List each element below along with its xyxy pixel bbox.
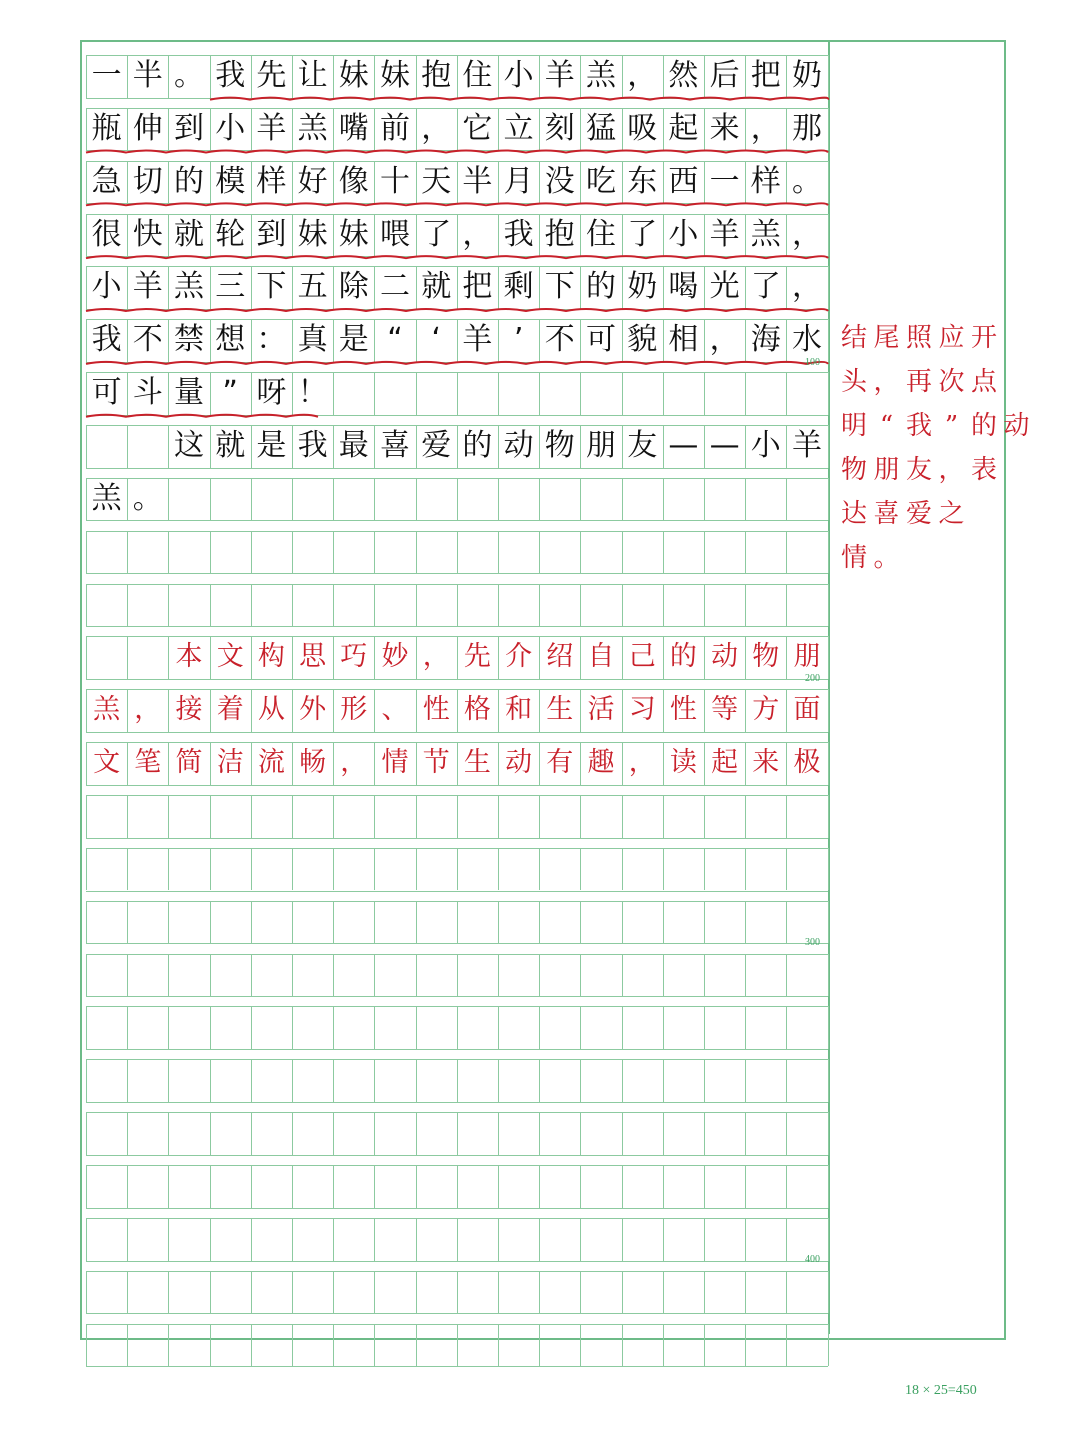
margin-note-char: ” <box>944 411 959 441</box>
grid-char: 就 <box>421 269 452 305</box>
margin-note-char: 友 <box>905 455 932 485</box>
grid-char: 样 <box>256 163 287 199</box>
margin-note-char: 头 <box>840 367 867 397</box>
grid-char: 天 <box>421 163 452 199</box>
grid-char: 从 <box>257 694 285 726</box>
grid-char: 爱 <box>421 428 452 464</box>
grid-char: 没 <box>544 163 575 199</box>
grid-char: 有 <box>546 747 574 779</box>
margin-note-char: 之 <box>938 499 965 529</box>
margin-note-char: 表 <box>970 455 997 485</box>
grid-char: ， <box>791 216 822 252</box>
grid-char: 格 <box>463 694 491 726</box>
grid-char: ’ <box>513 322 524 358</box>
grid-char: 量 <box>173 375 204 411</box>
grid-char: 轮 <box>215 216 246 252</box>
grid-char: 的 <box>669 641 697 673</box>
grid-char: 本 <box>175 641 203 673</box>
grid-char: 羊 <box>256 110 287 146</box>
grid-char: 来 <box>752 747 780 779</box>
grid-char: 它 <box>462 110 493 146</box>
grid-char: 奶 <box>791 58 822 93</box>
grid-char: 是 <box>338 322 369 358</box>
grid-mark-300: 300 <box>805 937 820 948</box>
grid-char: 羔 <box>297 110 328 146</box>
grid-char: 小 <box>91 269 122 305</box>
wavy-underline <box>86 203 828 205</box>
grid-char: 我 <box>503 216 534 252</box>
grid-char: 刻 <box>544 110 575 146</box>
grid-char: 急 <box>91 163 122 199</box>
grid-char: 那 <box>791 110 822 146</box>
grid-char: 好 <box>297 163 328 199</box>
grid-char: 可 <box>585 322 616 358</box>
grid-char: 貌 <box>627 322 658 358</box>
grid-char: ‘ <box>431 322 441 358</box>
grid-char: 瓶 <box>91 110 122 146</box>
grid-char: 了 <box>421 216 452 252</box>
grid-char: 动 <box>505 747 533 779</box>
grid-char: 着 <box>216 694 244 726</box>
grid-char: 友 <box>627 428 658 464</box>
grid-char: 一 <box>709 163 740 199</box>
grid-char: 剩 <box>503 269 534 305</box>
grid-char: 小 <box>668 216 699 252</box>
grid-char: 朋 <box>585 428 616 464</box>
margin-note-char: 我 <box>905 411 932 441</box>
margin-note-char: 喜 <box>873 499 900 529</box>
grid-char: 喂 <box>379 216 410 252</box>
grid-char: 禁 <box>173 322 204 358</box>
grid-char: ： <box>256 322 287 358</box>
grid-char: 东 <box>627 163 658 199</box>
margin-note-char: 情 <box>840 543 867 573</box>
grid-char: 半 <box>132 58 163 93</box>
grid-char: 羊 <box>791 428 822 464</box>
grid-char: 羊 <box>709 216 740 252</box>
grid-char: 羔 <box>750 216 781 252</box>
grid-char: 习 <box>628 694 656 726</box>
grid-char: 的 <box>462 428 493 464</box>
grid-char: 构 <box>257 641 285 673</box>
grid-char: 喝 <box>668 269 699 305</box>
grid-char: 简 <box>175 747 203 779</box>
grid-char: 性 <box>669 694 697 726</box>
grid-char: 性 <box>422 694 450 726</box>
grid-char: 最 <box>338 428 369 464</box>
grid-char: 抱 <box>421 58 452 93</box>
grid-char: 。 <box>132 480 163 516</box>
grid-char: 把 <box>750 58 781 93</box>
grid-char: 文 <box>216 641 244 673</box>
grid-char: 妹 <box>338 58 369 93</box>
grid-char: 月 <box>503 163 534 199</box>
grid-char: 绍 <box>546 641 574 673</box>
wavy-underline <box>86 415 318 417</box>
grid-char: 先 <box>463 641 491 673</box>
margin-note-char: 朋 <box>873 455 900 485</box>
grid-char: 洁 <box>216 747 244 779</box>
grid-char: 妙 <box>381 641 409 673</box>
grid-char: — <box>668 428 699 464</box>
grid-char: 光 <box>709 269 740 305</box>
grid-char: 就 <box>215 428 246 464</box>
grid-mark-100: 100 <box>805 357 820 368</box>
grid-char: ” <box>222 375 238 411</box>
grid-char: 相 <box>668 322 699 358</box>
grid-char: 水 <box>791 322 822 358</box>
grid-char: 畅 <box>299 747 327 779</box>
grid-char: 等 <box>711 694 739 726</box>
grid-char: ， <box>462 216 493 252</box>
grid-char: 介 <box>505 641 533 673</box>
grid-char: 思 <box>299 641 327 673</box>
grid-char: “ <box>387 322 403 358</box>
grid-char: 到 <box>256 216 287 252</box>
grid-char: 动 <box>711 641 739 673</box>
grid-char: ！ <box>297 375 328 411</box>
grid-char: 吃 <box>585 163 616 199</box>
grid-char: 住 <box>585 216 616 252</box>
grid-char: 然 <box>668 58 699 93</box>
grid-char: 吸 <box>627 110 658 146</box>
grid-char: 不 <box>544 322 575 358</box>
grid-char: 巧 <box>340 641 368 673</box>
grid-char: 羔 <box>173 269 204 305</box>
grid-char: 和 <box>505 694 533 726</box>
grid-char: 的 <box>173 163 204 199</box>
grid-char: 了 <box>750 269 781 305</box>
margin-note-char: ， <box>938 455 965 485</box>
grid-char: ， <box>421 110 452 146</box>
margin-note-char: 次 <box>938 367 965 397</box>
grid-char: 呀 <box>256 375 287 411</box>
grid-char: 外 <box>299 694 327 726</box>
grid-char: ， <box>628 747 656 779</box>
grid-char: 就 <box>173 216 204 252</box>
grid-char: 读 <box>669 747 697 779</box>
grid-char: 半 <box>462 163 493 199</box>
grid-char: 方 <box>752 694 780 726</box>
grid-char: 先 <box>256 58 287 93</box>
grid-char: 斗 <box>132 375 163 411</box>
grid-char: 情 <box>381 747 409 779</box>
grid-char: 小 <box>750 428 781 464</box>
grid-char: 我 <box>297 428 328 464</box>
grid-char: 小 <box>215 110 246 146</box>
grid-char: 。 <box>173 58 204 93</box>
grid-char: 生 <box>463 747 491 779</box>
grid-char: 西 <box>668 163 699 199</box>
grid-char: 形 <box>340 694 368 726</box>
grid-char: 己 <box>628 641 656 673</box>
grid-char: 起 <box>668 110 699 146</box>
margin-note-char: 物 <box>840 455 867 485</box>
grid-char: 笔 <box>134 747 162 779</box>
grid-mark-400: 400 <box>805 1254 820 1265</box>
grid-char: 我 <box>91 322 122 358</box>
margin-note-char: 再 <box>905 367 932 397</box>
grid-char: 真 <box>297 322 328 358</box>
grid-char: 奶 <box>627 269 658 305</box>
grid-char: 。 <box>791 163 822 199</box>
grid-char: 羊 <box>132 269 163 305</box>
margin-note-char: “ <box>879 411 894 441</box>
grid-char: ， <box>340 747 368 779</box>
grid-char: 流 <box>257 747 285 779</box>
grid-char: 节 <box>422 747 450 779</box>
margin-note-char: ， <box>873 367 900 397</box>
margin-note-char: 照 <box>905 323 932 353</box>
margin-note-char: 达 <box>840 499 867 529</box>
grid-char: 朋 <box>793 641 821 673</box>
grid-char: ， <box>791 269 822 305</box>
grid-char: 文 <box>93 747 121 779</box>
grid-char: 不 <box>132 322 163 358</box>
grid-char: 十 <box>379 163 410 199</box>
grid-char: 羊 <box>462 322 493 358</box>
grid-char: ， <box>750 110 781 146</box>
grid-char: 后 <box>709 58 740 93</box>
grid-char: 海 <box>750 322 781 358</box>
grid-char: 嘴 <box>338 110 369 146</box>
wavy-underline <box>86 309 828 311</box>
margin-note-char: 点 <box>970 367 997 397</box>
grid-char: 羔 <box>93 694 121 726</box>
grid-char: 前 <box>379 110 410 146</box>
grid-char: 除 <box>338 269 369 305</box>
grid-char: 切 <box>132 163 163 199</box>
grid-char: 小 <box>503 58 534 93</box>
grid-char: 面 <box>793 694 821 726</box>
wavy-underline <box>86 150 828 152</box>
grid-char: 、 <box>381 694 409 726</box>
grid-char: 住 <box>462 58 493 93</box>
wavy-underline <box>86 256 828 258</box>
grid-char: 是 <box>256 428 287 464</box>
margin-note-char: 开 <box>970 323 997 353</box>
grid-char: 动 <box>503 428 534 464</box>
grid-char: 来 <box>709 110 740 146</box>
wavy-underline <box>210 98 828 100</box>
grid-char: 生 <box>546 694 574 726</box>
grid-char: 二 <box>379 269 410 305</box>
grid-char: 快 <box>132 216 163 252</box>
grid-char: 妹 <box>297 216 328 252</box>
wavy-underline <box>86 362 828 364</box>
grid-char: 妹 <box>338 216 369 252</box>
margin-note-char: 应 <box>938 323 965 353</box>
grid-char: 趣 <box>587 747 615 779</box>
margin-note-char: 动 <box>1003 411 1030 441</box>
grid-char: 五 <box>297 269 328 305</box>
grid-char: 可 <box>91 375 122 411</box>
grid-char: 极 <box>793 747 821 779</box>
grid-char: 猛 <box>585 110 616 146</box>
grid-char: 羊 <box>544 58 575 93</box>
grid-char: 到 <box>173 110 204 146</box>
grid-char: 伸 <box>132 110 163 146</box>
grid-char: 让 <box>297 58 328 93</box>
grid-char: 自 <box>587 641 615 673</box>
grid-char: 下 <box>544 269 575 305</box>
grid-char: 立 <box>503 110 534 146</box>
grid-char: 样 <box>750 163 781 199</box>
grid-char: 起 <box>711 747 739 779</box>
grid-char: 我 <box>215 58 246 93</box>
grid-char: ， <box>709 322 740 358</box>
margin-note-char: 明 <box>840 411 867 441</box>
grid-char: 妹 <box>379 58 410 93</box>
grid-char: 抱 <box>544 216 575 252</box>
grid-char: 这 <box>173 428 204 464</box>
grid-char: 的 <box>585 269 616 305</box>
grid-char: 下 <box>256 269 287 305</box>
grid-char: 三 <box>215 269 246 305</box>
grid-char: 羔 <box>585 58 616 93</box>
grid-char: 羔 <box>91 480 122 516</box>
grid-char: 活 <box>587 694 615 726</box>
grid-char: 接 <box>175 694 203 726</box>
grid-char: ， <box>422 641 450 673</box>
margin-note-char: 尾 <box>873 323 900 353</box>
grid-char: — <box>709 428 740 464</box>
margin-note-char: 爱 <box>905 499 932 529</box>
grid-char: 物 <box>752 641 780 673</box>
grid-mark-200: 200 <box>805 673 820 684</box>
grid-char: 模 <box>215 163 246 199</box>
grid-char: 想 <box>215 322 246 358</box>
grid-char: 像 <box>338 163 369 199</box>
grid-char: ， <box>134 694 162 726</box>
grid-count-footer: 18 × 25=450 <box>905 1383 977 1398</box>
margin-note-char: 的 <box>970 411 997 441</box>
margin-note-char: 结 <box>840 323 867 353</box>
margin-note-char: 。 <box>873 543 900 573</box>
grid-char: ， <box>627 58 658 93</box>
grid-char: 很 <box>91 216 122 252</box>
grid-char: 喜 <box>379 428 410 464</box>
grid-char: 了 <box>627 216 658 252</box>
grid-char: 把 <box>462 269 493 305</box>
grid-char: 一 <box>91 58 122 93</box>
grid-char: 物 <box>544 428 575 464</box>
